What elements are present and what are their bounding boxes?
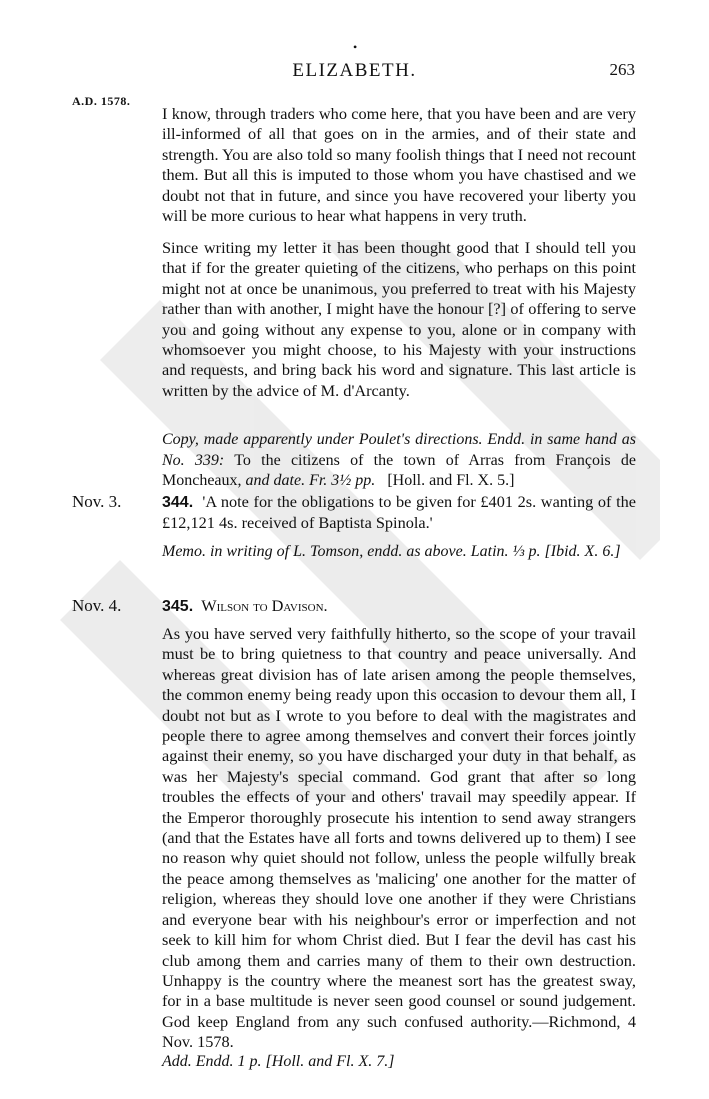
entry-345-heading-line — [162, 596, 636, 617]
page-number: 263 — [609, 60, 635, 79]
entry-345-number: 345. — [162, 598, 194, 615]
running-title: ELIZABETH. — [292, 60, 417, 81]
entry-345-endorsement: Add. Endd. 1 p. [Holl. and Fl. X. 7.] — [162, 1053, 395, 1070]
letter-endorsement — [162, 430, 636, 492]
entry-345-text: As you have served very faithfully hitherto, so the scope of your travail must be to bring quietness to that country and peace universally. And whereas great division has of late arisen among the people themselves, the common enemy being ready upon this occasion to devour them all, I doubt not but as I wrote to you before to deal with the magistrates and people there to agree among themselves and convert their forces jointly against their enemy, so you have discharged your duty in that behalf, as was her Majesty's special command. God grant that after so long troubles the effects of your and others' travail may speedily appear. If the Emperor thoroughly prosecute his intention to send away strangers (and that the Estates have all forts and towns delivered up to them) I see no reason why quiet should not follow, unless the people wilfully break the peace among themselves as 'malicing' one another for the matter of religion, whereas they should love one another if they were Christians and everyone bear with his neighbour's error or imperfection and not seek to kill him for whom Christ died. But I fear the devil has cast his club among them and carries many of them to their own destruction. Unhappy is the country where the meanest sort has the greatest sway, for in a base multitude is never seen good counsel or sound judgement. God keep England from any such confused authority.—Richmond, 4 Nov. 1578. — [162, 624, 636, 1052]
entry-344-text: 'A note for the obligations to be given for £401 2s. wanting of the £12,121 4s. received of Baptista Spinola.' — [162, 492, 636, 533]
entry-344-endorsement: Memo. in writing of L. Tomson, endd. as above. Latin. ⅓ p. [Ibid. X. 6.] — [162, 543, 621, 560]
entry-345-heading: Wilson to Davison. — [201, 596, 328, 615]
entry-345-date: Nov. 4. — [72, 596, 122, 615]
margin-year: A.D. 1578. — [72, 94, 131, 108]
endorsement-italic-2: and date. Fr. 3½ pp. — [245, 472, 376, 489]
letter-paragraph-1: I know, through traders who come here, that you have been and are very ill-informed of all that goes on in the armies, and of their state and strength. You are also told so many foolish things that I need not recount them. But all this is imputed to those whom you have chastised and we doubt not that in future, and since you have recovered your liberty you will be more curious to hear what happens in very truth. — [162, 104, 636, 226]
header-ornament: • — [353, 40, 358, 54]
entry-344 — [162, 492, 636, 534]
endorsement-italic: Copy, made apparently under Poulet's directions. Endd. in same hand as No. 339: — [162, 431, 636, 469]
endorsement-reference: [Holl. and Fl. X. 5.] — [387, 472, 515, 489]
entry-344-date: Nov. 3. — [72, 492, 122, 511]
endorsement-text: To the citizens of the town of Arras from François de Moncheaux, — [162, 451, 637, 489]
letter-paragraph-2: Since writing my letter it has been thought good that I should tell you that if for the greater quieting of the citizens, who perhaps on this point might not at once be unanimous, you preferred to treat with his Majesty rather than with another, I might have the honour [?] of offering to serve you and going without any expense to you, alone or in company with whomsoever you might choose, to his Majesty with your instructions and requests, and bring back his word and signature. This last article is written by the advice of M. d'Arcanty. — [162, 238, 636, 400]
entry-344-number: 344. — [162, 494, 194, 511]
